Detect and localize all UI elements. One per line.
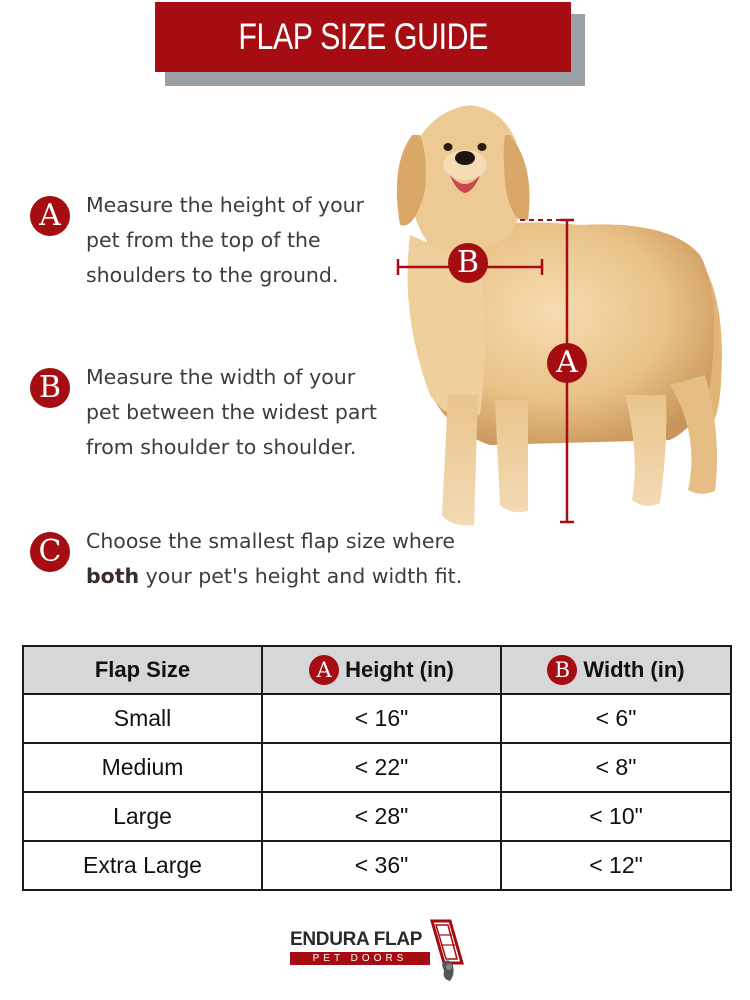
cell-width: < 6" — [501, 694, 731, 743]
table-row — [23, 694, 731, 743]
logo-name: ENDURA FLAP — [290, 929, 423, 950]
step-a — [30, 188, 364, 293]
height-marker-a: A — [547, 343, 587, 383]
table-row — [23, 743, 731, 792]
header-width — [501, 646, 731, 694]
width-marker-b: B — [448, 243, 488, 283]
step-b-line: from shoulder to shoulder. — [86, 435, 357, 459]
cell-height: < 36" — [262, 841, 501, 890]
cell-size: Medium — [23, 743, 262, 792]
step-c-rest: your pet's height and width fit. — [139, 564, 463, 588]
cell-height: < 28" — [262, 792, 501, 841]
cell-width: < 8" — [501, 743, 731, 792]
size-table — [22, 645, 732, 891]
step-c-line — [86, 559, 462, 594]
step-b-line: pet between the widest part — [86, 400, 377, 424]
page-title: FLAP SIZE GUIDE — [238, 16, 488, 57]
step-badge-c: C — [30, 532, 70, 572]
step-a-line: pet from the top of the — [86, 228, 321, 252]
step-c-line: Choose the smallest flap size where — [86, 529, 456, 553]
header-height — [262, 646, 501, 694]
title-banner — [155, 2, 571, 72]
cell-size: Large — [23, 792, 262, 841]
cell-width: < 10" — [501, 792, 731, 841]
table-row — [23, 792, 731, 841]
header-flap-size: Flap Size — [23, 646, 262, 694]
pet-door-icon — [428, 917, 468, 985]
cell-height: < 16" — [262, 694, 501, 743]
dog-illustration — [370, 95, 740, 535]
cell-height: < 22" — [262, 743, 501, 792]
step-badge-a: A — [30, 196, 70, 236]
header-height-badge: A — [309, 655, 339, 685]
step-a-line: Measure the height of your — [86, 193, 365, 217]
cell-size: Small — [23, 694, 262, 743]
cell-width: < 12" — [501, 841, 731, 890]
step-c-bold: both — [86, 564, 140, 588]
step-b — [30, 360, 377, 465]
logo-tagline: PET DOORS — [290, 952, 430, 965]
step-a-text — [86, 188, 364, 293]
step-b-text — [86, 360, 377, 465]
header-width-badge: B — [547, 655, 577, 685]
header-width-label: Width (in) — [583, 657, 685, 682]
table-header-row — [23, 646, 731, 694]
header-height-label: Height (in) — [345, 657, 454, 682]
step-b-line: Measure the width of your — [86, 365, 356, 389]
table-row — [23, 841, 731, 890]
endura-flap-logo — [290, 917, 470, 985]
cell-size: Extra Large — [23, 841, 262, 890]
measurement-overlay — [370, 95, 740, 535]
step-a-line: shoulders to the ground. — [86, 263, 339, 287]
step-badge-b: B — [30, 368, 70, 408]
